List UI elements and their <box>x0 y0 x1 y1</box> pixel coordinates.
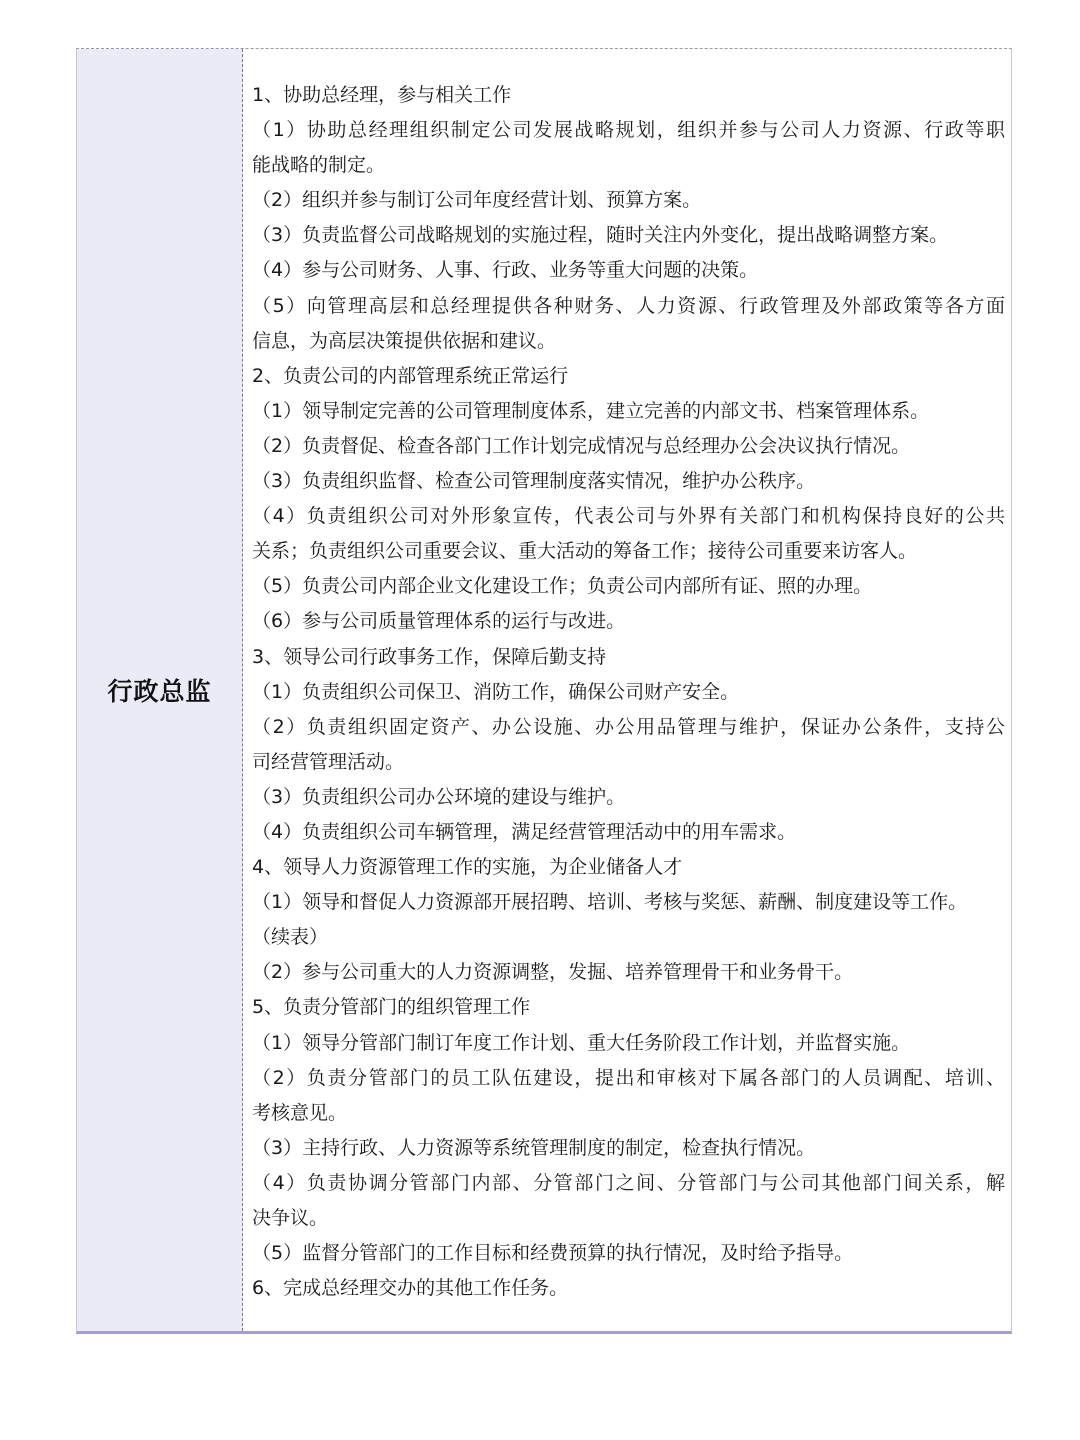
duty-line: （1）协助总经理组织制定公司发展战略规划，组织并参与公司人力资源、行政等职 <box>252 119 1005 142</box>
duty-line: （1）领导分管部门制订年度工作计划、重大任务阶段工作计划，并监督实施。 <box>252 1031 911 1054</box>
duty-line: 4、领导人力资源管理工作的实施，为企业储备人才 <box>252 856 683 879</box>
duty-line: （1）领导和督促人力资源部开展招聘、培训、考核与奖惩、薪酬、制度建设等工作。 <box>252 891 968 914</box>
duty-line: （6）参与公司质量管理体系的运行与改进。 <box>252 610 626 633</box>
duty-line: （5）负责公司内部企业文化建设工作；负责公司内部所有证、照的办理。 <box>252 575 873 598</box>
duty-line: （3）负责组织监督、检查公司管理制度落实情况，维护办公秩序。 <box>252 470 816 493</box>
duty-line: （4）负责组织公司对外形象宣传，代表公司与外界有关部门和机构保持良好的公共 <box>252 505 1005 528</box>
duty-line: （2）组织并参与制订公司年度经营计划、预算方案。 <box>252 189 702 212</box>
duty-line: （3）负责组织公司办公环境的建设与维护。 <box>252 785 626 808</box>
responsibility-table <box>76 48 1012 1334</box>
duty-line: （2）负责分管部门的员工队伍建设，提出和审核对下属各部门的人员调配、培训、 <box>252 1066 1005 1089</box>
duty-line: （3）负责监督公司战略规划的实施过程，随时关注内外变化，提出战略调整方案。 <box>252 224 949 247</box>
duty-line: 考核意见。 <box>252 1101 348 1124</box>
duty-line: 1、协助总经理，参与相关工作 <box>252 84 512 106</box>
duty-line: （4）负责协调分管部门内部、分管部门之间、分管部门与公司其他部门间关系，解 <box>252 1171 1005 1194</box>
duty-line: 5、负责分管部门的组织管理工作 <box>252 996 531 1019</box>
role-title: 行政总监 <box>107 677 212 706</box>
duty-line: 决争议。 <box>252 1207 329 1229</box>
duty-line: （2）负责督促、检查各部门工作计划完成情况与总经理办公会决议执行情况。 <box>252 434 911 457</box>
duty-line: （5）向管理高层和总经理提供各种财务、人力资源、行政管理及外部政策等各方面 <box>252 294 1005 317</box>
duty-line: （1）领导制定完善的公司管理制度体系，建立完善的内部文书、档案管理体系。 <box>252 399 930 422</box>
duty-line: （1）负责组织公司保卫、消防工作，确保公司财产安全。 <box>252 680 740 703</box>
duty-line: 6、完成总经理交办的其他工作任务。 <box>252 1277 569 1300</box>
duty-line: （2）负责组织固定资产、办公设施、办公用品管理与维护，保证办公条件，支持公 <box>252 715 1005 738</box>
duty-line: 能战略的制定。 <box>252 154 386 177</box>
duty-line: （2）参与公司重大的人力资源调整，发掘、培养管理骨干和业务骨干。 <box>252 961 854 984</box>
duty-line: 关系；负责组织公司重要会议、重大活动的筹备工作；接待公司重要来访客人。 <box>252 540 918 563</box>
duties-cell <box>243 49 1011 1331</box>
duty-line: （4）参与公司财务、人事、行政、业务等重大问题的决策。 <box>252 259 759 282</box>
duty-line: 司经营管理活动。 <box>252 750 405 773</box>
duty-line: 信息，为高层决策提供依据和建议。 <box>252 329 557 352</box>
role-cell <box>77 49 243 1331</box>
duty-line: （3）主持行政、人力资源等系统管理制度的制定，检查执行情况。 <box>252 1136 816 1159</box>
duty-line: （5）监督分管部门的工作目标和经费预算的执行情况，及时给予指导。 <box>252 1242 854 1265</box>
duty-line: 2、负责公司的内部管理系统正常运行 <box>252 364 569 387</box>
duty-line: （续表） <box>252 926 329 949</box>
duty-line: （4）负责组织公司车辆管理，满足经营管理活动中的用车需求。 <box>252 820 797 843</box>
duty-line: 3、领导公司行政事务工作，保障后勤支持 <box>252 645 607 668</box>
